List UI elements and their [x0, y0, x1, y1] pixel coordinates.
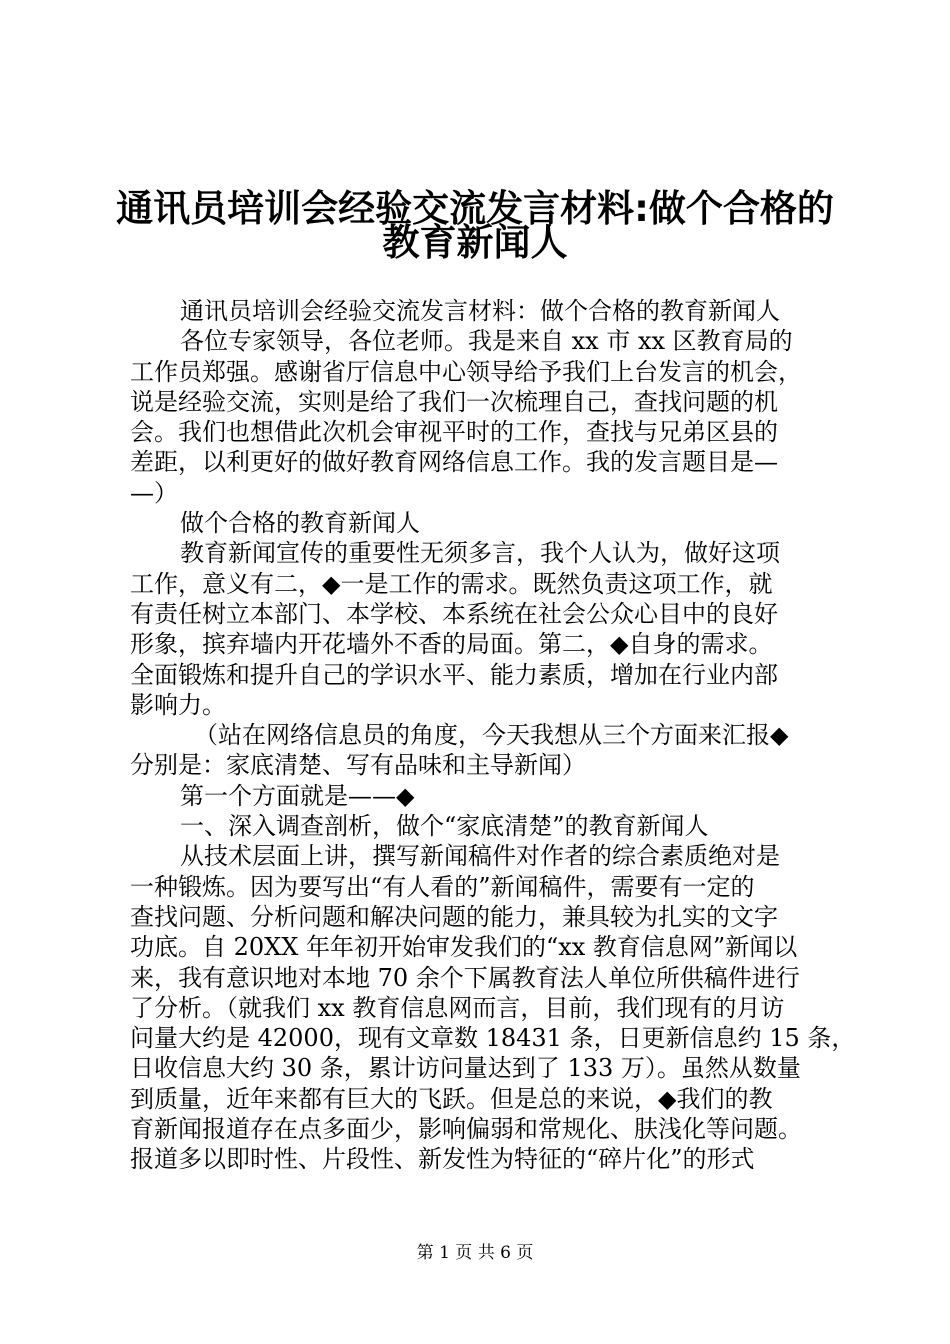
body-line: 影响力。 — [130, 690, 226, 719]
body-line: 到质量，近年来都有巨大的飞跃。但是总的来说，◆我们的教 — [130, 1084, 773, 1113]
body-line: 报道多以即时性、片段性、新发性为特征的“碎片化”的形式 — [130, 1145, 755, 1174]
body-line: 一、深入调查剖析，做个“家底清楚”的教育新闻人 — [180, 812, 709, 841]
body-line: （站在网络信息员的角度，今天我想从三个方面来汇报◆ — [194, 721, 789, 750]
body-line: —） — [130, 478, 178, 507]
body-line: 来，我有意识地对本地 70 余个下属教育法人单位所供稿件进行 — [130, 963, 800, 992]
body-line: 差距，以利更好的做好教育网络信息工作。我的发言题目是— — [130, 448, 778, 477]
body-line: 形象，摈弃墙内开花墙外不香的局面。第二，◆自身的需求。 — [130, 630, 773, 659]
body-line: 各位专家领导，各位老师。我是来自 xx 市 xx 区教育局的 — [180, 327, 793, 356]
document-title-line-2: 教育新闻人 — [382, 221, 568, 264]
body-line: 工作员郑强。感谢省厅信息中心领导给予我们上台发言的机会， — [130, 357, 802, 386]
body-line: 一种锻炼。因为要写出“有人看的”新闻稿件，需要有一定的 — [130, 872, 755, 901]
body-line: 有责任树立本部门、本学校、本系统在社会公众心目中的良好 — [130, 599, 778, 628]
body-line: 全面锻炼和提升自己的学识水平、能力素质，增加在行业内部 — [130, 660, 778, 689]
body-line: 工作，意义有二，◆一是工作的需求。既然负责这项工作，就 — [130, 569, 773, 598]
body-line: 日收信息大约 30 条，累计访问量达到了 133 万）。虽然从数量 — [130, 1054, 801, 1083]
body-line: 查找问题、分析问题和解决问题的能力，兼具较为扎实的文字 — [130, 902, 778, 931]
body-line: 育新闻报道存在点多面少，影响偏弱和常规化、肤浅化等问题。 — [130, 1115, 802, 1144]
body-line: 第一个方面就是——◆ — [180, 781, 415, 810]
body-line: 会。我们也想借此次机会审视平时的工作，查找与兄弟区县的 — [130, 418, 778, 447]
body-line: 了分析。（就我们 xx 教育信息网而言，目前，我们现有的月访 — [130, 993, 785, 1022]
body-line: 从技术层面上讲，撰写新闻稿件对作者的综合素质绝对是 — [180, 842, 780, 871]
body-line: 通讯员培训会经验交流发言材料：做个合格的教育新闻人 — [180, 297, 780, 325]
document-body — [130, 296, 856, 1175]
body-line: 做个合格的教育新闻人 — [180, 509, 420, 538]
body-line: 分别是：家底清楚、写有品味和主导新闻） — [130, 751, 586, 780]
body-line: 教育新闻宣传的重要性无须多言，我个人认为，做好这项 — [180, 539, 780, 568]
body-line: 功底。自 20XX 年年初开始审发我们的“xx 教育信息网”新闻以 — [130, 933, 798, 962]
document-title-line-1: 通讯员培训会经验交流发言材料:做个合格的 — [116, 187, 834, 230]
page-footer: 第 1 页 共 6 页 — [416, 1243, 534, 1263]
body-line: 说是经验交流，实则是给了我们一次梳理自己，查找问题的机 — [130, 387, 778, 416]
body-line: 问量大约是 42000，现有文章数 18431 条，日更新信息约 15 条， — [130, 1024, 856, 1053]
